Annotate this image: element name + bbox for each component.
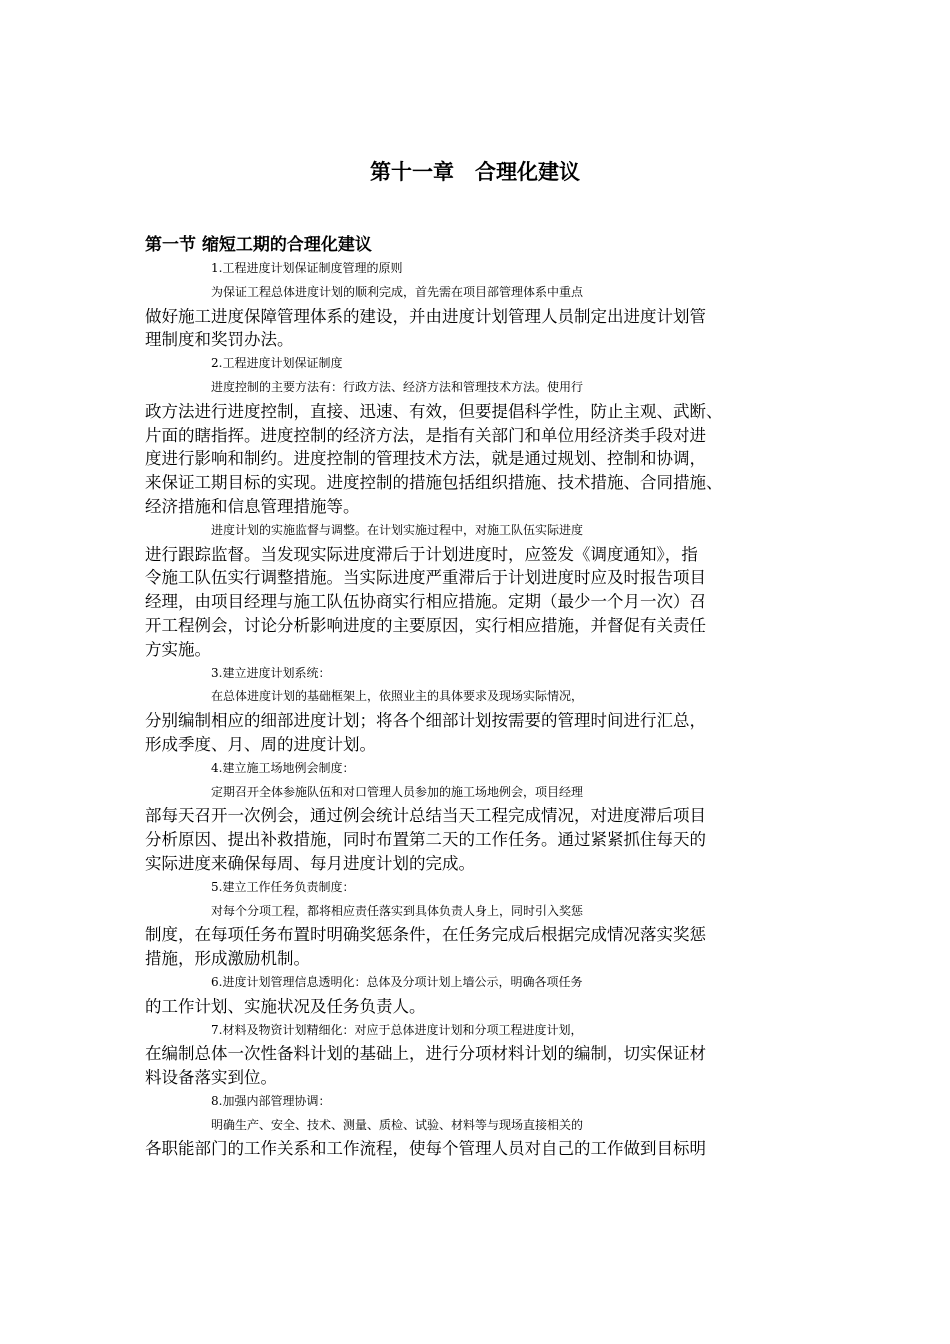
text-line: 6.进度计划管理信息透明化：总体及分项计划上墙公示，明确各项任务 xyxy=(211,974,583,989)
text-line: 片面的瞎指挥。进度控制的经济方法，是指有关部门和单位用经济类手段对进 xyxy=(145,425,706,445)
text-line: 在编制总体一次性备料计划的基础上，进行分项材料计划的编制，切实保证材 xyxy=(145,1044,706,1064)
text-line: 2.工程进度计划保证制度 xyxy=(211,356,343,371)
text-line: 理制度和奖罚办法。 xyxy=(145,330,294,350)
text-line: 8.加强内部管理协调： xyxy=(211,1093,331,1108)
text-line: 做好施工进度保障管理体系的建设，并由进度计划管理人员制定出进度计划管 xyxy=(145,306,706,326)
text-line: 部每天召开一次例会，通过例会统计总结当天工程完成情况，对进度滞后项目 xyxy=(145,806,706,826)
text-line: 经理，由项目经理与施工队伍协商实行相应措施。定期（最少一个月一次）召 xyxy=(145,592,706,612)
text-line: 1.工程进度计划保证制度管理的原则 xyxy=(211,261,403,275)
section-heading: 第一节 缩短工期的合理化建议 xyxy=(145,235,372,255)
text-line: 进度控制的主要方法有：行政方法、经济方法和管理技术方法。使用行 xyxy=(211,379,584,394)
body-text xyxy=(145,233,813,1161)
text-line: 的工作计划、实施状况及任务负责人。 xyxy=(145,996,426,1016)
text-line: 7.材料及物资计划精细化：对应于总体进度计划和分项工程进度计划， xyxy=(211,1022,583,1037)
text-line: 明确生产、安全、技术、测量、质检、试验、材料等与现场直接相关的 xyxy=(211,1117,584,1132)
text-line: 进行跟踪监督。当发现实际进度滞后于计划进度时，应签发《调度通知》，指 xyxy=(145,544,698,564)
text-line: 4.建立施工场地例会制度： xyxy=(211,760,355,775)
text-line: 分别编制相应的细部进度计划；将各个细部计划按需要的管理时间进行汇总， xyxy=(145,711,706,731)
text-line: 来保证工期目标的实现。进度控制的措施包括组织措施、技术措施、合同措施、 xyxy=(145,473,723,493)
text-line: 措施，形成激励机制。 xyxy=(145,949,310,969)
text-line: 分析原因、提出补救措施，同时布置第二天的工作任务。通过紧紧抓住每天的 xyxy=(145,830,706,850)
text-line: 方实施。 xyxy=(145,639,211,659)
text-line: 各职能部门的工作关系和工作流程，使每个管理人员对自己的工作做到目标明 xyxy=(145,1139,706,1159)
text-line: 政方法进行进度控制，直接、迅速、有效，但要提倡科学性，防止主观、武断、 xyxy=(145,401,723,421)
text-line: 在总体进度计划的基础框架上，依照业主的具体要求及现场实际情况， xyxy=(211,689,584,704)
text-line: 对每个分项工程，都将相应责任落实到具体负责人身上，同时引入奖惩 xyxy=(211,903,584,918)
text-line: 进度计划的实施监督与调整。在计划实施过程中，对施工队伍实际进度 xyxy=(211,522,584,537)
text-line: 3.建立进度计划系统： xyxy=(211,665,331,680)
text-line: 5.建立工作任务负责制度： xyxy=(211,879,355,894)
text-line: 令施工队伍实行调整措施。当实际进度严重滞后于计划进度时应及时报告项目 xyxy=(145,568,706,588)
text-line: 形成季度、月、周的进度计划。 xyxy=(145,734,376,754)
text-line: 度进行影响和制约。进度控制的管理技术方法，就是通过规划、控制和协调， xyxy=(145,449,706,469)
chapter-title: 第十一章 合理化建议 xyxy=(370,160,580,184)
text-line: 为保证工程总体进度计划的顺利完成，首先需在项目部管理体系中重点 xyxy=(211,284,584,299)
text-line: 定期召开全体参施队伍和对口管理人员参加的施工场地例会，项目经理 xyxy=(211,784,584,799)
text-line: 实际进度来确保每周、每月进度计划的完成。 xyxy=(145,853,475,873)
text-line: 开工程例会，讨论分析影响进度的主要原因，实行相应措施，并督促有关责任 xyxy=(145,615,706,635)
text-line: 经济措施和信息管理措施等。 xyxy=(145,496,360,516)
text-line: 料设备落实到位。 xyxy=(145,1068,277,1088)
text-line: 制度，在每项任务布置时明确奖惩条件，在任务完成后根据完成情况落实奖惩 xyxy=(145,925,706,945)
